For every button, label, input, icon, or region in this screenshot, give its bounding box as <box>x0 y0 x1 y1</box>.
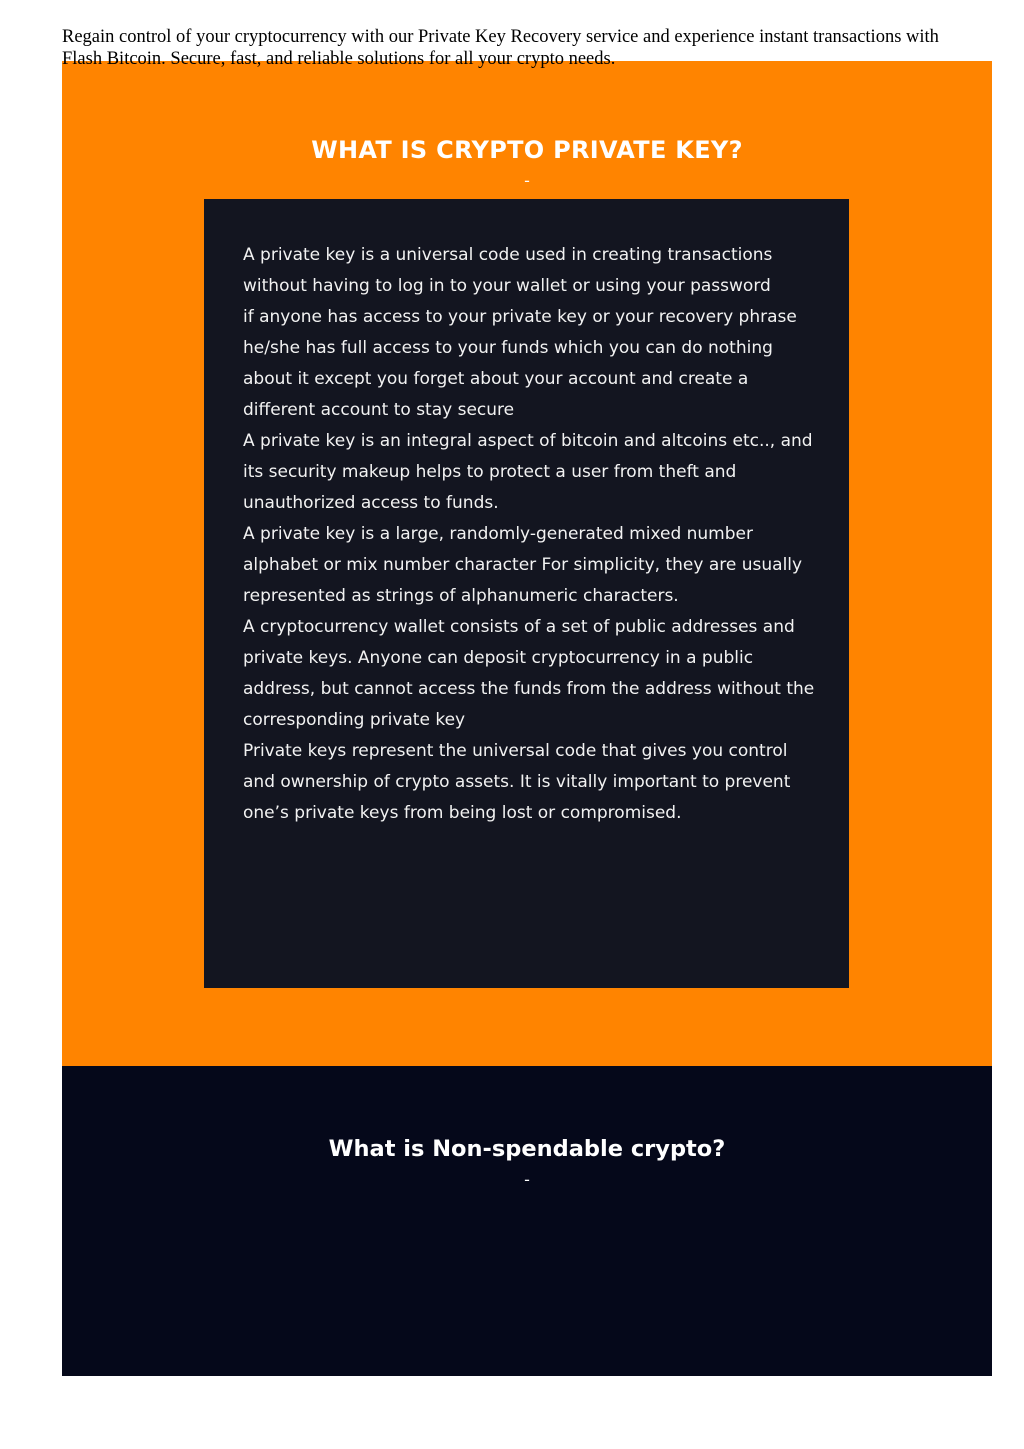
private-key-section <box>62 61 992 1066</box>
paragraph-ownership: Private keys represent the universal code that gives you control and ownership of crypto assets. It is vitally important to prevent one’s private keys from being lost or compromised. <box>243 741 791 823</box>
private-key-heading: WHAT IS CRYPTO PRIVATE KEY? <box>311 136 743 164</box>
non-spendable-section <box>62 1066 992 1376</box>
paragraph-definition: A private key is a universal code used in creating transactions without having to log in to your wallet or using your password <box>243 245 773 296</box>
heading-dash: - <box>524 171 530 190</box>
paragraph-wallet-addresses: A cryptocurrency wallet consists of a set of public addresses and private keys. Anyone can deposit cryptocurrency in a public address, but cannot access the funds from the address without the corresponding private key <box>243 617 815 730</box>
non-spendable-heading: What is Non-spendable crypto? <box>328 1136 726 1162</box>
intro-text: Regain control of your cryptocurrency with our Private Key Recovery service and experience instant transactions with Flash Bitcoin. Secure, fast, and reliable solutions for all your crypto needs. <box>62 27 939 69</box>
paragraph-integral-aspect: A private key is an integral aspect of bitcoin and altcoins etc.., and its security makeup helps to protect a user from theft and unauthorized access to funds. <box>243 431 813 513</box>
heading-dash: - <box>524 1170 530 1189</box>
paragraph-access-warning: if anyone has access to your private key or your recovery phrase he/she has full access to your funds which you can do nothing about it except you forget about your account and create a different account to stay secure <box>243 307 797 420</box>
paragraph-random-generated: A private key is a large, randomly-generated mixed number alphabet or mix number character For simplicity, they are usually represented as strings of alphanumeric characters. <box>243 524 803 606</box>
private-key-content-card <box>204 199 849 988</box>
